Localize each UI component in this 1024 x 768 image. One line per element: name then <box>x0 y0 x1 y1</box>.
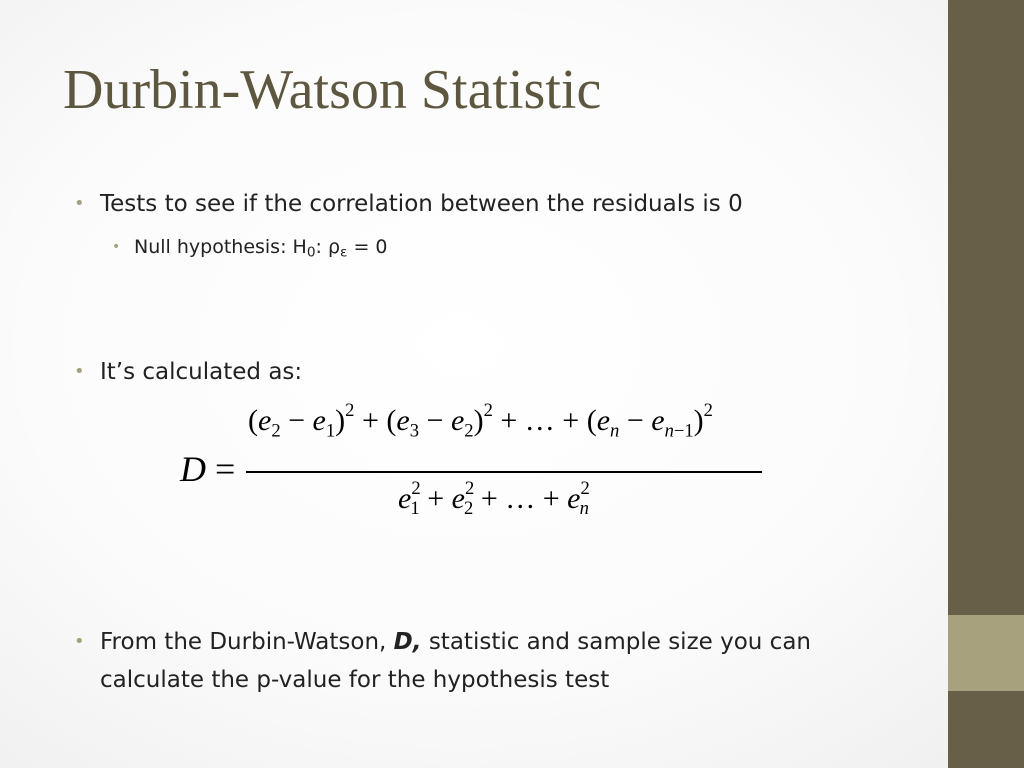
durbin-watson-formula <box>180 400 780 540</box>
formula-denominator: $e^2_1 + e^2_2$ + … + $e^2_n$ <box>398 478 590 520</box>
null-hyp-h-subscript: 0 <box>306 244 316 261</box>
formula-numerator: $(e_2 - e_1)^2 + (e_3 - e_2)^2$ + … + $(e_n - e_{n-1})^2$ <box>248 400 713 442</box>
p-value-text-before: From the Durbin-Watson, <box>100 629 394 655</box>
bullet-text: It’s calculated as: <box>100 359 303 385</box>
bullet-p-value <box>74 623 914 699</box>
bullet-calculated-as <box>74 353 914 391</box>
bullet-dot-icon: • <box>74 631 85 652</box>
formula-equals: = <box>215 449 236 489</box>
p-value-text-emph: D, <box>393 629 422 655</box>
sub-bullet-null-hypothesis <box>112 232 388 267</box>
null-hyp-prefix: Null hypothesis: H <box>134 236 307 258</box>
bullet-correlation-test <box>74 185 914 223</box>
bullet-dot-icon: • <box>112 239 121 255</box>
formula-d: D <box>180 449 206 489</box>
bullet-text <box>100 623 914 699</box>
bullet-dot-icon: • <box>74 361 85 382</box>
slide-title: Durbin-Watson Statistic <box>63 59 602 121</box>
null-hyp-rho: : ρ <box>315 236 341 258</box>
null-hyp-suffix: = 0 <box>347 236 388 258</box>
null-hypothesis-text <box>134 232 388 267</box>
bullet-dot-icon: • <box>74 193 85 214</box>
formula-lhs <box>180 448 235 490</box>
side-accent-block <box>948 615 1024 691</box>
formula-fraction-bar <box>246 471 762 473</box>
bullet-text: Tests to see if the correlation between the residuals is 0 <box>100 191 743 217</box>
p-value-text-after: statistic and sample size you can calculate the p-value for the hypothesis test <box>100 629 811 693</box>
null-hyp-rho-subscript: ε <box>340 244 348 261</box>
